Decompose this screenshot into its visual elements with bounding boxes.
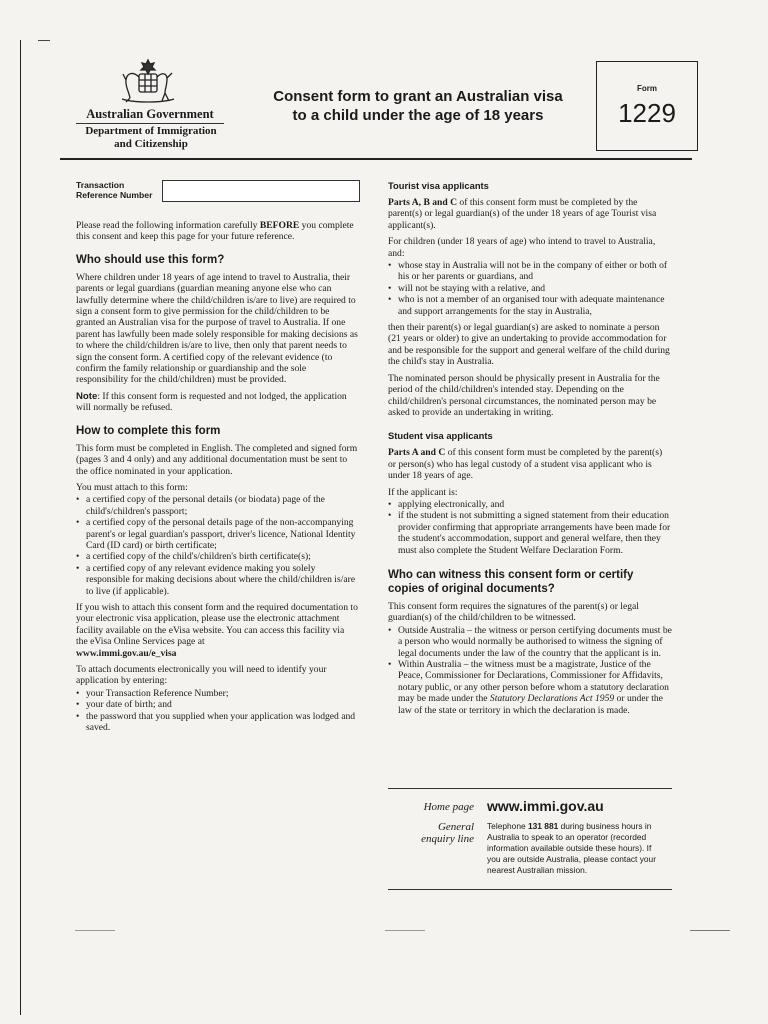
department-line: Department of Immigration	[85, 125, 217, 137]
evisa-text: If you wish to attach this consent form and the required documentation to your electronic visa application, please use the electronic attachment facility available on the eVisa website. You can access this facility via the eVisa Online Services page at	[76, 601, 358, 648]
list-item: • applying electronically, and	[388, 499, 672, 510]
list-item: • will not be staying with a relative, and	[388, 283, 672, 294]
intro-text: you complete this consent and keep this page for your future reference.	[76, 220, 354, 243]
tourist-children-intro: For children (under 18 years of age) who intend to travel to Australia, and:	[388, 236, 656, 259]
label-line: Transaction	[76, 180, 125, 190]
telephone-prefix: Telephone	[487, 821, 528, 831]
section-heading-how-to-complete: How to complete this form	[76, 424, 221, 437]
student-if-intro: If the applicant is:	[388, 486, 458, 498]
identify-list	[76, 688, 358, 734]
scan-mark	[75, 930, 115, 931]
home-page-label: Home page	[423, 801, 474, 813]
transaction-reference-label	[76, 180, 160, 200]
witness-paragraph: This consent form requires the signatures of the parent(s) or legal guardian(s) of the child/children to be witnessed.	[388, 600, 639, 624]
transaction-reference-field[interactable]	[162, 180, 360, 202]
intro-emphasis: BEFORE	[259, 220, 300, 231]
student-conditions-list	[388, 499, 672, 556]
note-paragraph	[76, 391, 358, 414]
form-number-box	[596, 61, 698, 151]
list-item: • if the student is not submitting a signed statement from their education provider confirming that appropriate arrangements have been made for the student's accommodation, support and general welfare, then they must also complete the Student Welfare Declaration Form.	[388, 510, 672, 556]
list-item: • Outside Australia – the witness or person certifying documents must be a person who would normally be authorised to witness the signing of legal documents under the law of the country that the applicant is in.	[388, 625, 672, 659]
who-should-use-paragraph: Where children under 18 years of age intend to travel to Australia, their parents or legal guardians (guardian meaning anyone else who can lawfully determine where the child/children is/are to live) are required to sign a consent form to give permission for the child/children to be granted an Australian visa for the purpose of travel to Australia. If one parent has lawfully been made solely responsible for making decisions as to where the child/children is/are to live, then only that parent needs to sign the consent form. A certified copy of the relevant evidence (to confirm the family relationship or guardianship and the sole responsibility for the child/children) must be provided.	[76, 271, 358, 386]
scan-edge-line	[20, 40, 21, 1015]
form-number: 1229	[618, 98, 676, 128]
tourist-conditions-list	[388, 260, 672, 317]
list-item: • your date of birth; and	[76, 699, 358, 710]
section-heading-tourist: Tourist visa applicants	[388, 180, 489, 191]
department-line: and Citizenship	[114, 138, 188, 150]
header-divider	[60, 158, 692, 160]
left-column	[76, 180, 358, 738]
home-page-link[interactable]: www.immi.gov.au	[487, 798, 604, 814]
label-line: Reference Number	[76, 190, 153, 200]
list-item: • a certified copy of the child's/children's birth certificate(s);	[76, 551, 358, 562]
telephone-text: during business hours in Australia to speak to an operator (recorded information available outside these hours). If you are outside Australia, please contact your nearest Australian mission.	[487, 821, 656, 875]
parts-emphasis: Parts A, B and C	[388, 197, 458, 208]
note-label: Note	[76, 390, 98, 402]
witness-text: or under the law of the state or territory in which the declaration is made.	[398, 693, 663, 716]
section-heading-student: Student visa applicants	[388, 430, 493, 442]
enquiry-line-info	[487, 821, 667, 876]
tourist-parts-paragraph	[388, 197, 672, 231]
telephone-number: 131 881	[527, 821, 559, 831]
attach-list	[76, 494, 358, 597]
list-item	[388, 659, 672, 716]
divider	[76, 123, 224, 124]
list-item: • whose stay in Australia will not be in the company of either or both of his or her parents or guardians, and	[388, 260, 672, 283]
list-item: • who is not a member of an organised tour with adequate maintenance and support arrangements for the stay in Australia,	[388, 294, 672, 317]
right-column	[388, 180, 672, 721]
intro-text: Please read the following information carefully	[76, 220, 260, 231]
list-item: • a certified copy of any relevant evidence making you solely responsible for making decisions about where the child/children is/are to live (if applicable).	[76, 563, 358, 597]
list-item: • a certified copy of the personal details page of the non-accompanying parent's or legal guardian's passport, driver's licence, National Identity Card (ID card) or birth certificate;	[76, 517, 358, 551]
title-line: to a child under the age of 18 years	[292, 107, 544, 124]
contact-box	[388, 788, 672, 890]
form-label: Form	[637, 84, 657, 93]
evisa-paragraph	[76, 602, 358, 659]
transaction-reference	[76, 180, 358, 210]
list-item: • the password that you supplied when your application was lodged and saved.	[76, 711, 358, 734]
section-heading-who-should-use: Who should use this form?	[76, 253, 225, 266]
tourist-nominated-paragraph: The nominated person should be physically present in Australia for the period of the child/children's intended stay. Depending on the child/children's personal circumstances, the nominated person may be asked to provide an undertaking in writing.	[388, 372, 660, 418]
witness-text: Within Australia – the witness must be a magistrate, Justice of the Peace, Commissioner for Declarations, Commissioner for Affidavits, notary public, or any other person before whom a statutory declaration may be made under the	[398, 659, 669, 705]
enquiry-line-label	[394, 821, 474, 845]
section-heading-witness: Who can witness this consent form or certify copies of original documents?	[388, 568, 634, 595]
witness-list	[388, 625, 672, 716]
department-name	[76, 125, 226, 151]
list-item: • a certified copy of the personal details (or biodata) page of the child's/children's passport;	[76, 494, 358, 517]
evisa-link[interactable]: www.immi.gov.au/e_visa	[76, 647, 177, 659]
label-line: General	[437, 821, 474, 833]
student-parts-paragraph	[388, 447, 672, 481]
government-name: Australian Government	[86, 107, 214, 121]
title-line: Consent form to grant an Australian visa	[273, 88, 563, 105]
act-title: Statutory Declarations Act 1959	[489, 693, 615, 705]
parts-text: of this consent form must be completed by the parent(s) or person(s) who has legal custody of a student visa applicant who is under 18 years of age.	[388, 447, 663, 482]
coat-of-arms-icon	[112, 57, 184, 105]
list-item: • your Transaction Reference Number;	[76, 688, 358, 699]
how-to-complete-paragraph: This form must be completed in English. The completed and signed form (pages 3 and 4 only) and any additional documentation must be sent to the office nominated in your application.	[76, 442, 358, 477]
label-line: enquiry line	[421, 833, 474, 845]
scan-mark	[385, 930, 425, 931]
tourist-nominate-paragraph: then their parent(s) or legal guardian(s) are asked to nominate a person (21 years or older) to give an undertaking to provide accommodation for and be responsible for the support and general welfare of the child during the child's stay in Australia.	[388, 322, 670, 368]
scan-mark	[690, 930, 730, 931]
attach-intro: You must attach to this form:	[76, 481, 188, 493]
scan-mark	[38, 40, 50, 41]
identify-intro: To attach documents electronically you will need to identify your application by entering:	[76, 664, 327, 687]
parts-emphasis: Parts A and C	[388, 447, 446, 459]
intro-paragraph	[76, 220, 358, 243]
note-text: : If this consent form is requested and not lodged, the application will normally be refused.	[76, 390, 347, 414]
form-title	[248, 87, 588, 125]
form-header	[60, 55, 700, 160]
parts-text: of this consent form must be completed by the parent(s) or legal guardian(s) of the under 18 years of age Tourist visa applicant(s).	[388, 197, 657, 231]
